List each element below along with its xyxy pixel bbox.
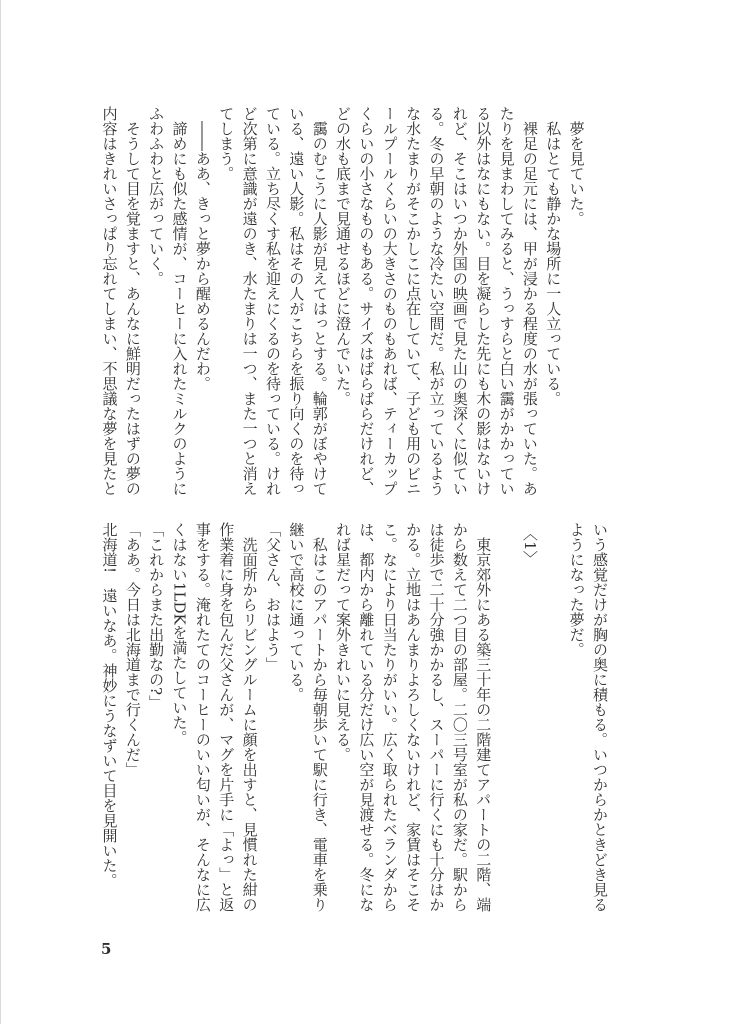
text-line: ようになった夢だ。 (567, 522, 586, 657)
text-line (494, 522, 517, 914)
text-line: たりを見まわしてみると、うっすらと白い靄がかかってい (497, 106, 516, 496)
text-line: は徒歩で二十分強かかるし、スーパーに行くにも十分はか (427, 522, 446, 912)
text-line: こ。なにより日当たりがいい。広く取られたベランダから (380, 522, 399, 912)
chapter-heading: 〈1〉 (520, 526, 539, 566)
text-line (588, 106, 611, 498)
text-line: どの水も底まで見通せるほどに澄んでいた。 (334, 106, 353, 406)
text-line: てしまう。 (217, 106, 236, 181)
text-line: いる、遠い人影。私はその人がこちらを振り向くのを待っ (287, 106, 306, 496)
text-line: は、都内から離れている分だけ広い空が見渡せる。冬にな (357, 522, 376, 912)
text-line: れど、そこはいつか外国の映画で見た山の奥深くに似てい (450, 106, 469, 496)
text-line: 東京郊外にある築三十年の二階建てアパートの二階、端 (474, 522, 493, 912)
text-line: 夢を見ていた。 (567, 106, 586, 226)
text-line: かる。立地はあんまりよろしくないけれど、家賃はそこそ (404, 522, 423, 912)
text-line: 継いで高校に通っている。 (287, 522, 306, 702)
text-line: そうして目を覚ますと、あんなに鮮明だったはずの夢の (123, 106, 142, 496)
text-line: ている。立ち尽くす私を迎えにくるのを待っている。けれ (263, 106, 282, 496)
text-line: 作業着に身を包んだ父さんが、マグを片手に「よっ」と返 (217, 522, 236, 912)
text-line: ど次第に意識が遠のき、水たまりは一つ、また一つと消え (240, 106, 259, 496)
text-line: 靄のむこうに人影が見えてはっとする。輪郭がぼやけて (310, 106, 329, 496)
text-line (541, 522, 564, 914)
text-line: いう感覚だけが胸の奥に積もる。いつからかときどき見る (591, 522, 609, 912)
text-line: れば星だって案外きれいに見える。 (334, 522, 353, 762)
text-line: 裸足の足元には、甲が浸かる程度の水が張っていた。あ (520, 106, 539, 496)
text-line: る。冬の早朝のような冷たい空間だ。私が立っているよう (427, 106, 446, 496)
dialogue-line: 「これからまた出勤なの?」 (147, 522, 166, 711)
text-line: 私はとても静かな場所に一人立っている。 (544, 106, 563, 406)
text-line: る以外はなにもない。目を凝らした先にも木の影はないけ (474, 106, 493, 496)
dialogue-line: 「父さん、おはよう」 (263, 522, 282, 672)
text-line: 私はこのアパートから毎朝歩いて駅に行き、電車を乗り (310, 522, 329, 912)
text-line: 諦めにも似た感情が、コーヒーに入れたミルクのように (170, 106, 189, 496)
text-line: 北海道! 遠いなあ。神妙にうなずいて目を見開いた。 (100, 522, 119, 889)
text-line: 事をする。淹れたてのコーヒーのいい匂いが、そんなに広 (193, 522, 212, 912)
text-line: 内容はきれいさっぱり忘れてしまい、不思議な夢を見たと (100, 106, 119, 496)
upper-tier-text (97, 106, 611, 498)
text-line: くはない1LDKを満たしていた。 (170, 522, 189, 745)
page-number: 5 (101, 940, 112, 958)
text-line: な水たまりがそこかしこに点在していて、子ども用のビニ (404, 106, 423, 496)
dialogue-line: 「ああ。今日は北海道まで行くんだ」 (123, 522, 142, 777)
text-line: ールプールくらいの大きさのものもあれば、ティーカップ (380, 106, 399, 496)
text-line: ふわふわと広がっていく。 (147, 106, 166, 286)
text-line: ――ああ、きっと夢から醒めるんだわ。 (193, 106, 212, 391)
lower-tier-text (97, 522, 611, 914)
text-line: から数えて二つ目の部屋。二〇三号室が私の家だ。駅から (450, 522, 469, 912)
text-line: 洗面所からリビングルームに顔を出すと、見慣れた紺の (240, 522, 259, 912)
text-line: くらいの小さなものもある。サイズはばらばらだけれど、 (357, 106, 376, 496)
